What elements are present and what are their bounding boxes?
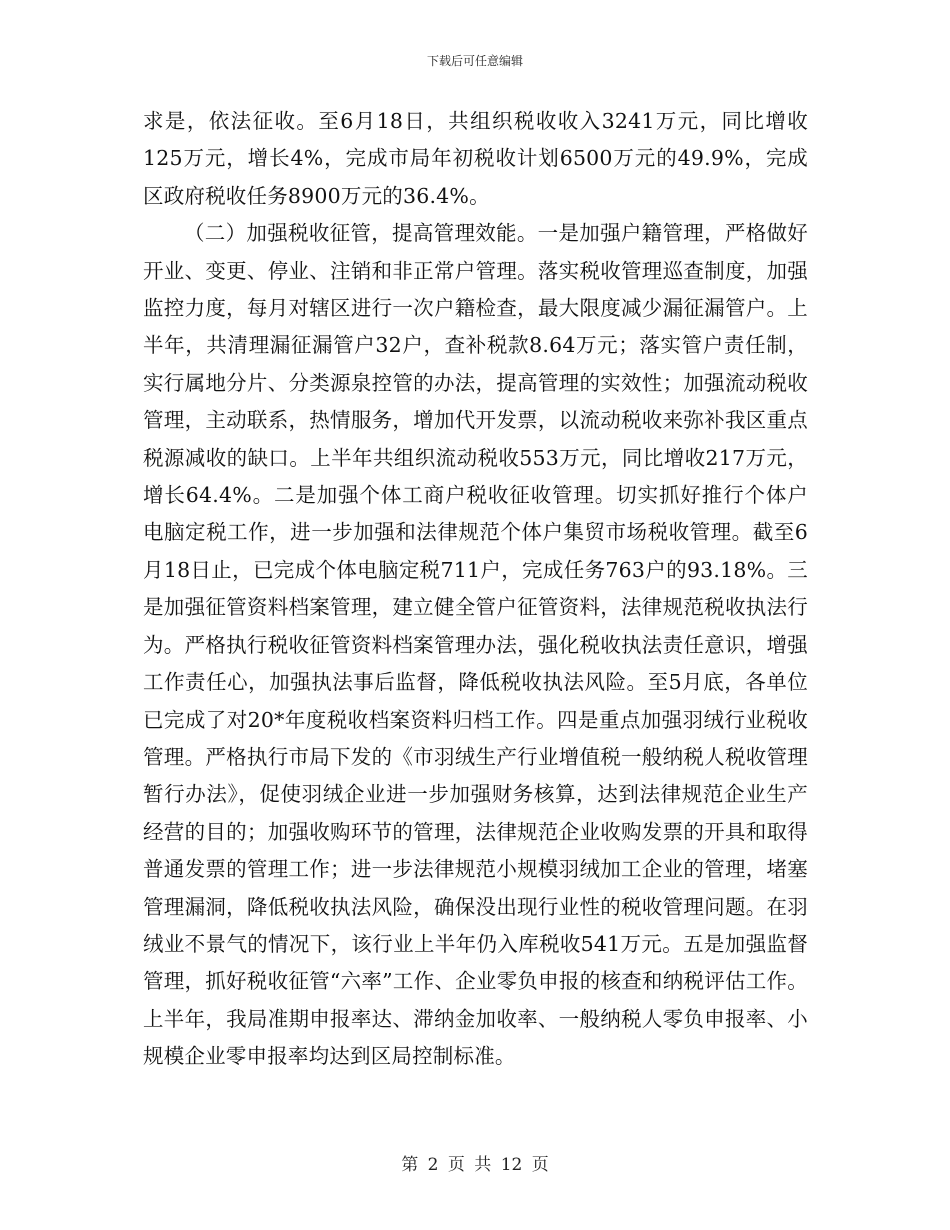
page-number-footer: 第 2 页 共 12 页 — [401, 1155, 549, 1175]
header-note: 下载后可任意编辑 — [426, 54, 523, 68]
body-text — [143, 103, 808, 1076]
paragraph-2: （二）加强税收征管，提高管理效能。一是加强户籍管理，严格做好开业、变更、停业、注销和非正常户管理。落实税收管理巡查制度，加强监控力度，每月对辖区进行一次户籍检查，最大限度减少漏征漏管户。上半年，共清理漏征漏管户32户，查补税款8.64万元；落实管户责任制，实行属地分片、分类源泉控管的办法，提高管理的实效性；加强流动税收管理，主动联系，热情服务，增加代开发票，以流动税收来弥补我区重点税源减收的缺口。上半年共组织流动税收553万元，同比增收217万元，增长64.4%。二是加强个体工商户税收征收管理。切实抓好推行个体户电脑定税工作，进一步加强和法律规范个体户集贸市场税收管理。截至6月18日止，已完成个体电脑定税711户，完成任务763户的93.18%。三是加强征管资料档案管理，建立健全管户征管资料，法律规范税收执法行为。严格执行税收征管资料档案管理办法，强化税收执法责任意识，增强工作责任心，加强执法事后监督，降低税收执法风险。至5月底，各单位已完成了对20*年度税收档案资料归档工作。四是重点加强羽绒行业税收管理。严格执行市局下发的《市羽绒生产行业增值税一般纳税人税收管理暂行办法》，促使羽绒企业进一步加强财务核算，达到法律规范企业生产经营的目的；加强收购环节的管理，法律规范企业收购发票的开具和取得普通发票的管理工作；进一步法律规范小规模羽绒加工企业的管理，堵塞管理漏洞，降低税收执法风险，确保没出现行业性的税收管理问题。在羽绒业不景气的情况下，该行业上半年仍入库税收541万元。五是加强监督管理，抓好税收征管“六率”工作、企业零负申报的核查和纳税评估工作。上半年，我局准期申报率达、滞纳金加收率、一般纳税人零负申报率、小规模企业零申报率均达到区局控制标准。 — [143, 221, 808, 1069]
paragraph-1: 求是，依法征收。至6月18日，共组织税收收入3241万元，同比增收125万元，增长4%，完成市局年初税收计划6500万元的49.9%，完成区政府税收任务8900万元的36.4%。 — [143, 109, 808, 208]
